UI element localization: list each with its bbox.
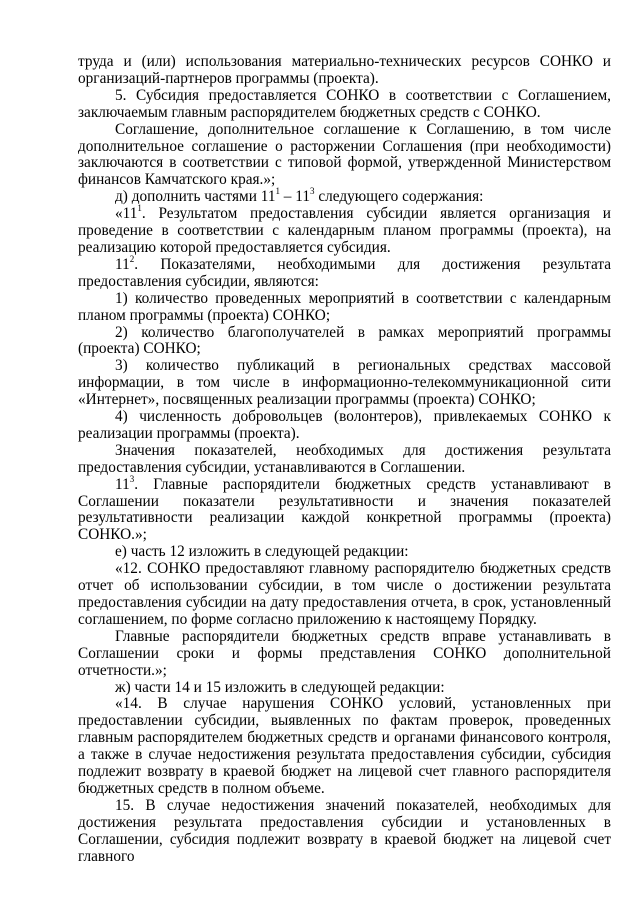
paragraph-amendment-zh: ж) части 14 и 15 изложить в следующей редакции:: [115, 678, 445, 696]
document-body: [78, 54, 611, 866]
item-11-2-sup: 2: [129, 253, 135, 264]
paragraph-item-5: 5. Субсидия предоставляется СОНКО в соответствии с Соглашением, заключаемым главным распорядителем бюджетных средств с СОНКО.: [78, 86, 611, 121]
paragraph-item-11-3: [78, 473, 611, 545]
paragraph-item-14: «14. В случае нарушения СОНКО условий, установленных при предоставлении субсидии, выявленных по фактам проверок, проведенных главным распорядителем бюджетных средств и органами финансового контроля, а также в случае недостижения результата предоставления субсидии, субсидия подлежит возврату в краевой бюджет на лицевой счет главного распорядителя бюджетных средств в полном объеме.: [78, 695, 611, 797]
paragraph-continuation: труда и (или) использования материально-технических ресурсов СОНКО и организаций-партнеров программы (проекта).: [78, 53, 611, 87]
paragraph-agreement: Соглашение, дополнительное соглашение к Соглашению, в том числе дополнительное соглашение о расторжении Соглашения (при необходимости) заключаются в соответствии с типовой формой, утвержденной Министерством финансов Камчатского края.»;: [78, 120, 611, 189]
paragraph-amendment-e: е) часть 12 изложить в следующей редакции:: [115, 543, 409, 561]
item-11-3-text-a: 11: [115, 475, 130, 493]
paragraph-item-11-1: [78, 203, 611, 257]
list-item-3: 3) количество публикаций в региональных средствах массовой информации, в том числе в информационно-телекоммуникационной сити «Интернет», посвященных реализации программы (проекта) СОНКО;: [78, 357, 611, 409]
amendment-d-sup-a: 1: [275, 186, 280, 197]
list-item-1: 1) количество проведенных мероприятий в соответствии с календарным планом программы (проекта) СОНКО;: [78, 289, 611, 324]
item-11-3-text-b: . Главные распорядители бюджетных средств устанавливают в Соглашении показатели результативности и значения показателей результативности реализации каждой конкретной программы (проекта) СОНКО.»;: [78, 475, 611, 544]
paragraph-item-11-2: [78, 253, 611, 291]
amendment-d-text-a: д) дополнить частями 11: [115, 188, 276, 206]
item-11-3-sup: 3: [129, 473, 135, 484]
paragraph-item-15: 15. В случае недостижения значений показателей, необходимых для достижения результата предоставления субсидии и установленных в Соглашении, субсидия подлежит возврату в краевой бюджет на лицевой счет главного: [78, 796, 611, 865]
item-11-1-text-b: . Результатом предоставления субсидии является организация и проведение в соответствии с календарным планом программы (проекта), на реализацию которой предоставляется субсидия.: [78, 205, 611, 256]
amendment-d-text-c: следующего содержания:: [314, 188, 484, 206]
paragraph-indicator-values: Значения показателей, необходимых для достижения результата предоставления субсидии, устанавливаются в Соглашении.: [78, 441, 611, 476]
paragraph-item-12: «12. СОНКО предоставляют главному распорядителю бюджетных средств отчет об использовании субсидии, в том числе о достижении результата предоставления субсидии на дату предоставления отчета, в срок, установленный соглашением, по форме согласно приложению к настоящему Порядку.: [78, 560, 611, 628]
amendment-d-sup-b: 3: [310, 186, 315, 197]
item-11-2-text-a: 11: [115, 255, 130, 273]
list-item-4: 4) численность добровольцев (волонтеров), привлекаемых СОНКО к реализации программы (проекта).: [78, 408, 611, 442]
item-11-1-text-a: «11: [115, 205, 138, 223]
item-11-1-sup: 1: [137, 203, 142, 214]
amendment-d-text-b: – 11: [279, 188, 310, 206]
item-11-2-text-b: . Показателями, необходимыми для достижения результата предоставления субсидии, являются:: [78, 255, 611, 290]
paragraph-additional-reporting: Главные распорядители бюджетных средств вправе устанавливать в Соглашении сроки и формы представления СОНКО дополнительной отчетности.»;: [78, 627, 611, 679]
list-item-2: 2) количество благополучателей в рамках мероприятий программы (проекта) СОНКО;: [78, 323, 611, 358]
paragraph-amendment-d: [78, 186, 611, 206]
